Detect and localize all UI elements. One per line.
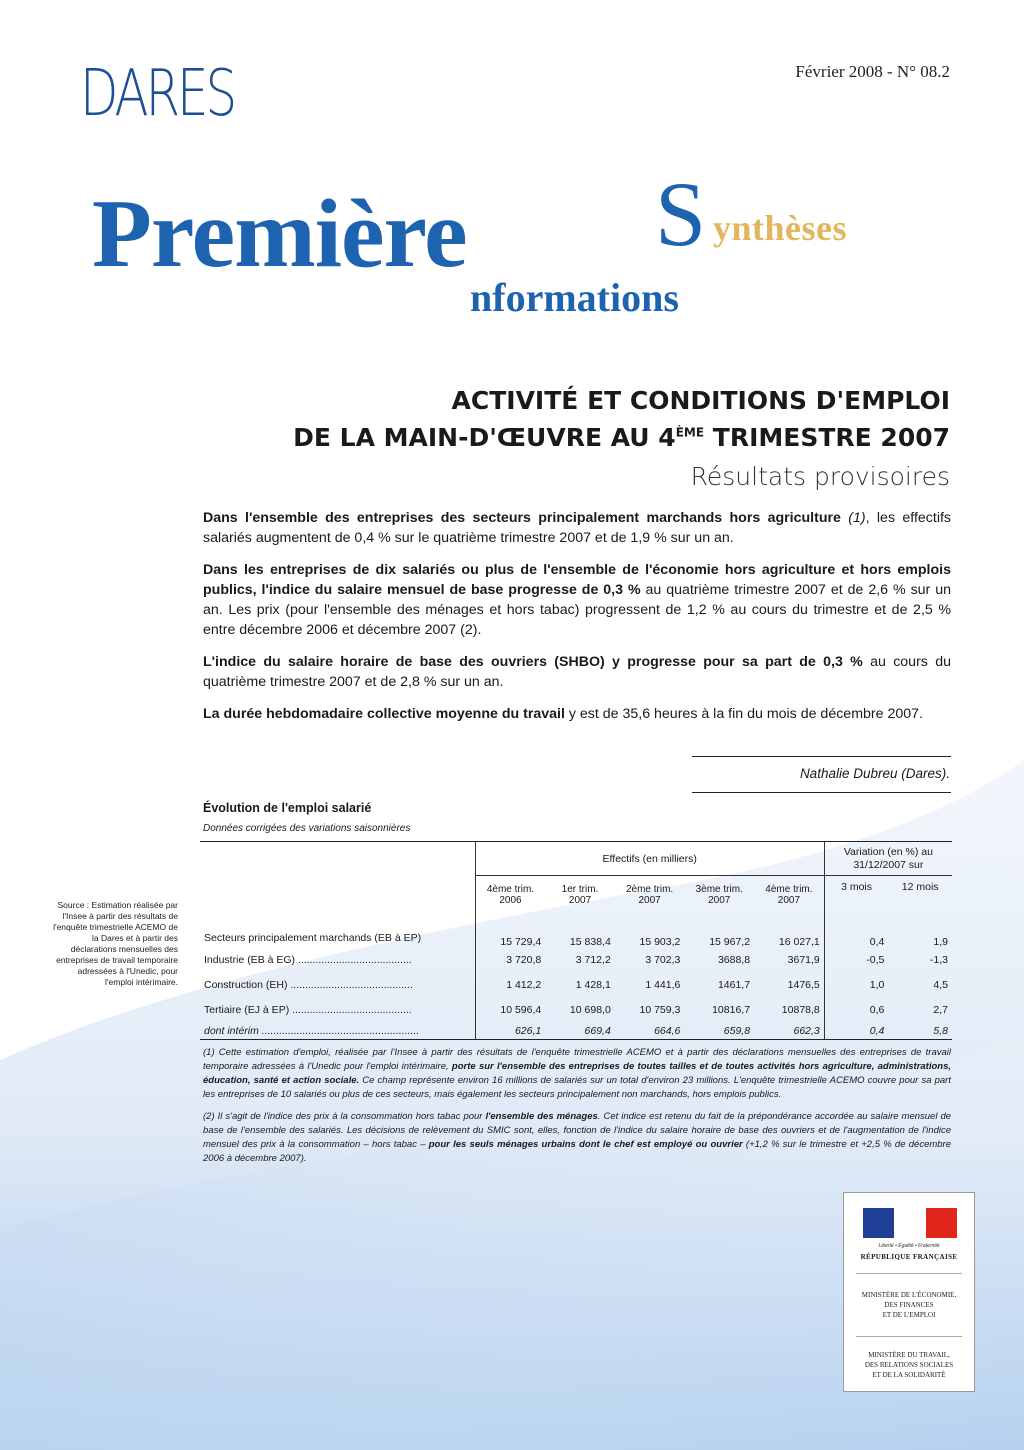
cell: 15 967,2 bbox=[709, 935, 751, 948]
summary-1-ref: (1) bbox=[840, 510, 866, 526]
author: Nathalie Dubreu (Dares). bbox=[799, 766, 950, 781]
row-label: Construction (EH) .......................................... bbox=[204, 979, 413, 991]
cell: 10 759,3 bbox=[639, 1004, 681, 1016]
title-line-2 bbox=[293, 423, 950, 453]
col-header: 2ème trim. 2007 bbox=[615, 876, 685, 914]
row-label: Secteurs principalement marchands (EB à EP) bbox=[204, 931, 422, 944]
ministry-travail bbox=[844, 1350, 974, 1380]
cell: 10 698,0 bbox=[569, 1004, 611, 1016]
table-group-header bbox=[200, 842, 952, 876]
employment-table bbox=[200, 841, 952, 1040]
cell: 1,9 bbox=[933, 935, 948, 948]
footnote-2 bbox=[203, 1110, 951, 1166]
author-rule-top bbox=[692, 756, 951, 757]
footnote-1 bbox=[203, 1046, 951, 1102]
government-logo-block bbox=[843, 1192, 975, 1392]
cell: 0,4 bbox=[824, 1023, 888, 1040]
republique-francaise: RÉPUBLIQUE FRANÇAISE bbox=[860, 1253, 958, 1261]
cell: 626,1 bbox=[475, 1023, 545, 1040]
dares-logo: DARES bbox=[80, 57, 235, 131]
cell: 15 903,2 bbox=[639, 935, 681, 948]
cell: 1 441,6 bbox=[645, 979, 681, 991]
subtitle: Résultats provisoires bbox=[690, 462, 950, 491]
footnote-2e: (+1,2 % sur le trimestre et +2,5 % de décembre 2006 à décembre 2007). bbox=[203, 1139, 951, 1164]
cell: 2,7 bbox=[933, 1004, 948, 1016]
masthead-s-letter: S bbox=[655, 163, 707, 265]
masthead-premiere-start: Premi bbox=[92, 180, 341, 288]
cell: -0,5 bbox=[824, 948, 888, 973]
cell: 4,5 bbox=[933, 979, 948, 991]
cell: 10878,8 bbox=[781, 1004, 820, 1016]
cell: 662,3 bbox=[793, 1024, 820, 1037]
summary-2-rest: au quatrième trimestre 2007 et de 2,6 % sur un an. Les prix (pour l'ensemble des ménages et hors tabac) progressent de 1,2 % au cours du trimestre et de 2,5 % entre décembre 2006 et décembre 2007 (2). bbox=[203, 582, 951, 638]
ministry-travail-line: MINISTÈRE DU TRAVAIL, bbox=[868, 1351, 950, 1359]
footnote-1c: Ce champ représente environ 16 millions de salariés sur un total d'environ 23 millions. L'enquête trimestrielle ACEMO couvre pour sa part les entreprises de 10 salariés ou plus de ces secteurs, mais également les secteurs principalement non marchands, hors emplois publics. bbox=[203, 1075, 951, 1100]
group-variation: Variation (en %) au 31/12/2007 sur bbox=[824, 842, 952, 876]
table-row bbox=[200, 948, 952, 973]
table-subtitle: Données corrigées des variations saisonnières bbox=[203, 823, 411, 834]
cell: 659,8 bbox=[723, 1024, 751, 1037]
col-header: 1er trim. 2007 bbox=[545, 876, 615, 914]
cell: 1,0 bbox=[824, 973, 888, 998]
flag-blue bbox=[863, 1208, 894, 1238]
issue-number: Février 2008 - N° 08.2 bbox=[795, 62, 950, 81]
footnote-2d: pour les seuls ménages urbains dont le chef est employé ou ouvrier bbox=[428, 1139, 743, 1150]
cell: 5,8 bbox=[933, 1024, 948, 1037]
cell: 0,6 bbox=[824, 998, 888, 1023]
flag-red bbox=[926, 1208, 957, 1238]
summary-2-bold: Dans les entreprises de dix salariés ou plus de l'ensemble de l'économie hors agriculture et hors emplois publics, l'indice du salaire mensuel de base progresse de 0,3 % bbox=[203, 562, 951, 598]
row-label: dont intérim ...................................................... bbox=[204, 1024, 420, 1037]
footnote-2b: l'ensemble des ménages bbox=[485, 1111, 598, 1122]
ministry-economie bbox=[844, 1290, 974, 1320]
col-header: 12 mois bbox=[888, 876, 952, 914]
cell: 10 596,4 bbox=[475, 998, 545, 1023]
cell: 1 428,1 bbox=[575, 979, 611, 991]
col-header: 3 mois bbox=[824, 876, 888, 914]
summary-paragraph-2 bbox=[203, 560, 951, 640]
masthead-informations: nformations bbox=[470, 275, 679, 320]
summary-3-bold: L'indice du salaire horaire de base des ouvriers (SHBO) y progresse pour sa part de 0,3 % bbox=[203, 654, 863, 670]
republic-motto: Liberté • Égalité • Fraternité bbox=[878, 1243, 940, 1249]
masthead-syntheses: ynthèses bbox=[713, 208, 848, 248]
gov-separator bbox=[856, 1336, 962, 1337]
cell: 15 838,4 bbox=[569, 935, 611, 948]
author-rule-bottom bbox=[692, 792, 951, 793]
ministry-economie-line: MINISTÈRE DE L'ÉCONOMIE, bbox=[861, 1291, 957, 1299]
footnote-1b: porte sur l'ensemble des entreprises de toutes tailles et de toutes activités hors agriculture, administrations, éducation, santé et action sociale. bbox=[203, 1061, 952, 1086]
masthead-premiere bbox=[92, 180, 467, 288]
title-line-2b: TRIMESTRE 2007 bbox=[704, 423, 950, 452]
cell: 16 027,1 bbox=[778, 935, 820, 948]
summary-4-bold: La durée hebdomadaire collective moyenne du travail bbox=[203, 706, 565, 722]
title-line-2a: DE LA MAIN-D'ŒUVRE AU 4 bbox=[293, 423, 676, 452]
cell: 10816,7 bbox=[712, 1004, 751, 1016]
ministry-travail-line: DES RELATIONS SOCIALES bbox=[864, 1361, 954, 1369]
cell: -1,3 bbox=[929, 954, 948, 966]
gov-separator bbox=[856, 1273, 962, 1274]
title-line-1: ACTIVITÉ ET CONDITIONS D'EMPLOI bbox=[451, 386, 950, 415]
col-header: 4ème trim. 2006 bbox=[475, 876, 545, 914]
cell: 1461,7 bbox=[717, 979, 751, 991]
cell: 3671,9 bbox=[787, 954, 820, 966]
cell: 1 412,2 bbox=[475, 973, 545, 998]
footnote-1a: (1) Cette estimation d'emploi, réalisée par l'Insee à partir des résultats de l'enquête trimestrielle ACEMO et à partir des déclarations mensuelles des entreprises de travail temporaire adressées à l'Unedic pour l'emploi intérimaire, bbox=[203, 1047, 951, 1072]
cell: 0,4 bbox=[824, 914, 888, 948]
masthead-premiere-end: ère bbox=[340, 180, 467, 288]
summary bbox=[203, 508, 951, 736]
title-line-2-sup: ÈME bbox=[675, 425, 705, 440]
summary-1-rest: , les effectifs salariés augmentent de 0,4 % sur le quatrième trimestre 2007 et de 1,9 % sur un an. bbox=[203, 510, 952, 546]
french-flag-icon bbox=[863, 1208, 957, 1238]
summary-3-rest: au cours du quatrième trimestre 2007 et de 2,8 % sur un an. bbox=[203, 654, 951, 690]
summary-paragraph-1 bbox=[203, 508, 951, 548]
cell: 1476,5 bbox=[787, 979, 820, 991]
col-header: 4ème trim. 2007 bbox=[754, 876, 824, 914]
ministry-economie-line: ET DE L'EMPLOI bbox=[882, 1311, 936, 1319]
group-effectifs: Effectifs (en milliers) bbox=[475, 842, 824, 876]
footnote-2c: . Cet indice est retenu du fait de la prépondérance accordée au salaire mensuel de base de l'ensemble des salariés. Les décisions de relèvement du SMIC sont, elles, fonction de l'indice du salaire horaire de base des ouvriers et de l'augmentation de l'indice mensuel des prix à la consommation – hors tabac – bbox=[203, 1111, 952, 1150]
table-row bbox=[200, 914, 952, 948]
table-source-note: Source : Estimation réalisée par l'Insee à partir des résultats de l'enquête trimestrielle ACEMO de la Dares et à partir des déclarations mensuelles des entreprises de travail temporaire adressées à l'Unedic, pour l'emploi intérimaire. bbox=[53, 900, 178, 987]
row-label: Industrie (EB à EG) ....................................... bbox=[204, 954, 412, 966]
ministry-travail-line: ET DE LA SOLIDARITÉ bbox=[872, 1371, 946, 1379]
cell: 3 702,3 bbox=[645, 954, 681, 966]
ministry-economie-line: DES FINANCES bbox=[884, 1301, 934, 1309]
flag-white bbox=[894, 1208, 925, 1238]
table-column-header bbox=[200, 876, 952, 914]
footnote-2a: (2) Il s'agit de l'indice des prix à la consommation hors tabac pour bbox=[203, 1111, 486, 1122]
summary-1-bold: Dans l'ensemble des entreprises des secteurs principalement marchands hors agriculture bbox=[203, 510, 841, 526]
table-row bbox=[200, 973, 952, 998]
cell: 15 729,4 bbox=[475, 914, 545, 948]
footnotes bbox=[203, 1046, 951, 1174]
summary-paragraph-3 bbox=[203, 652, 951, 692]
cell: 3688,8 bbox=[717, 954, 751, 966]
summary-paragraph-4 bbox=[203, 704, 951, 724]
col-header: 3ème trim. 2007 bbox=[684, 876, 754, 914]
summary-4-rest: y est de 35,6 heures à la fin du mois de décembre 2007. bbox=[564, 706, 923, 722]
cell: 669,4 bbox=[584, 1024, 611, 1037]
row-label: Tertiaire (EJ à EP) ......................................... bbox=[204, 1004, 412, 1016]
table-title: Évolution de l'emploi salarié bbox=[203, 801, 372, 815]
cell: 3 720,8 bbox=[475, 948, 545, 973]
table-row bbox=[200, 998, 952, 1023]
cell: 3 712,2 bbox=[575, 954, 611, 966]
cell: 664,6 bbox=[654, 1024, 681, 1037]
table-row bbox=[200, 1023, 952, 1040]
